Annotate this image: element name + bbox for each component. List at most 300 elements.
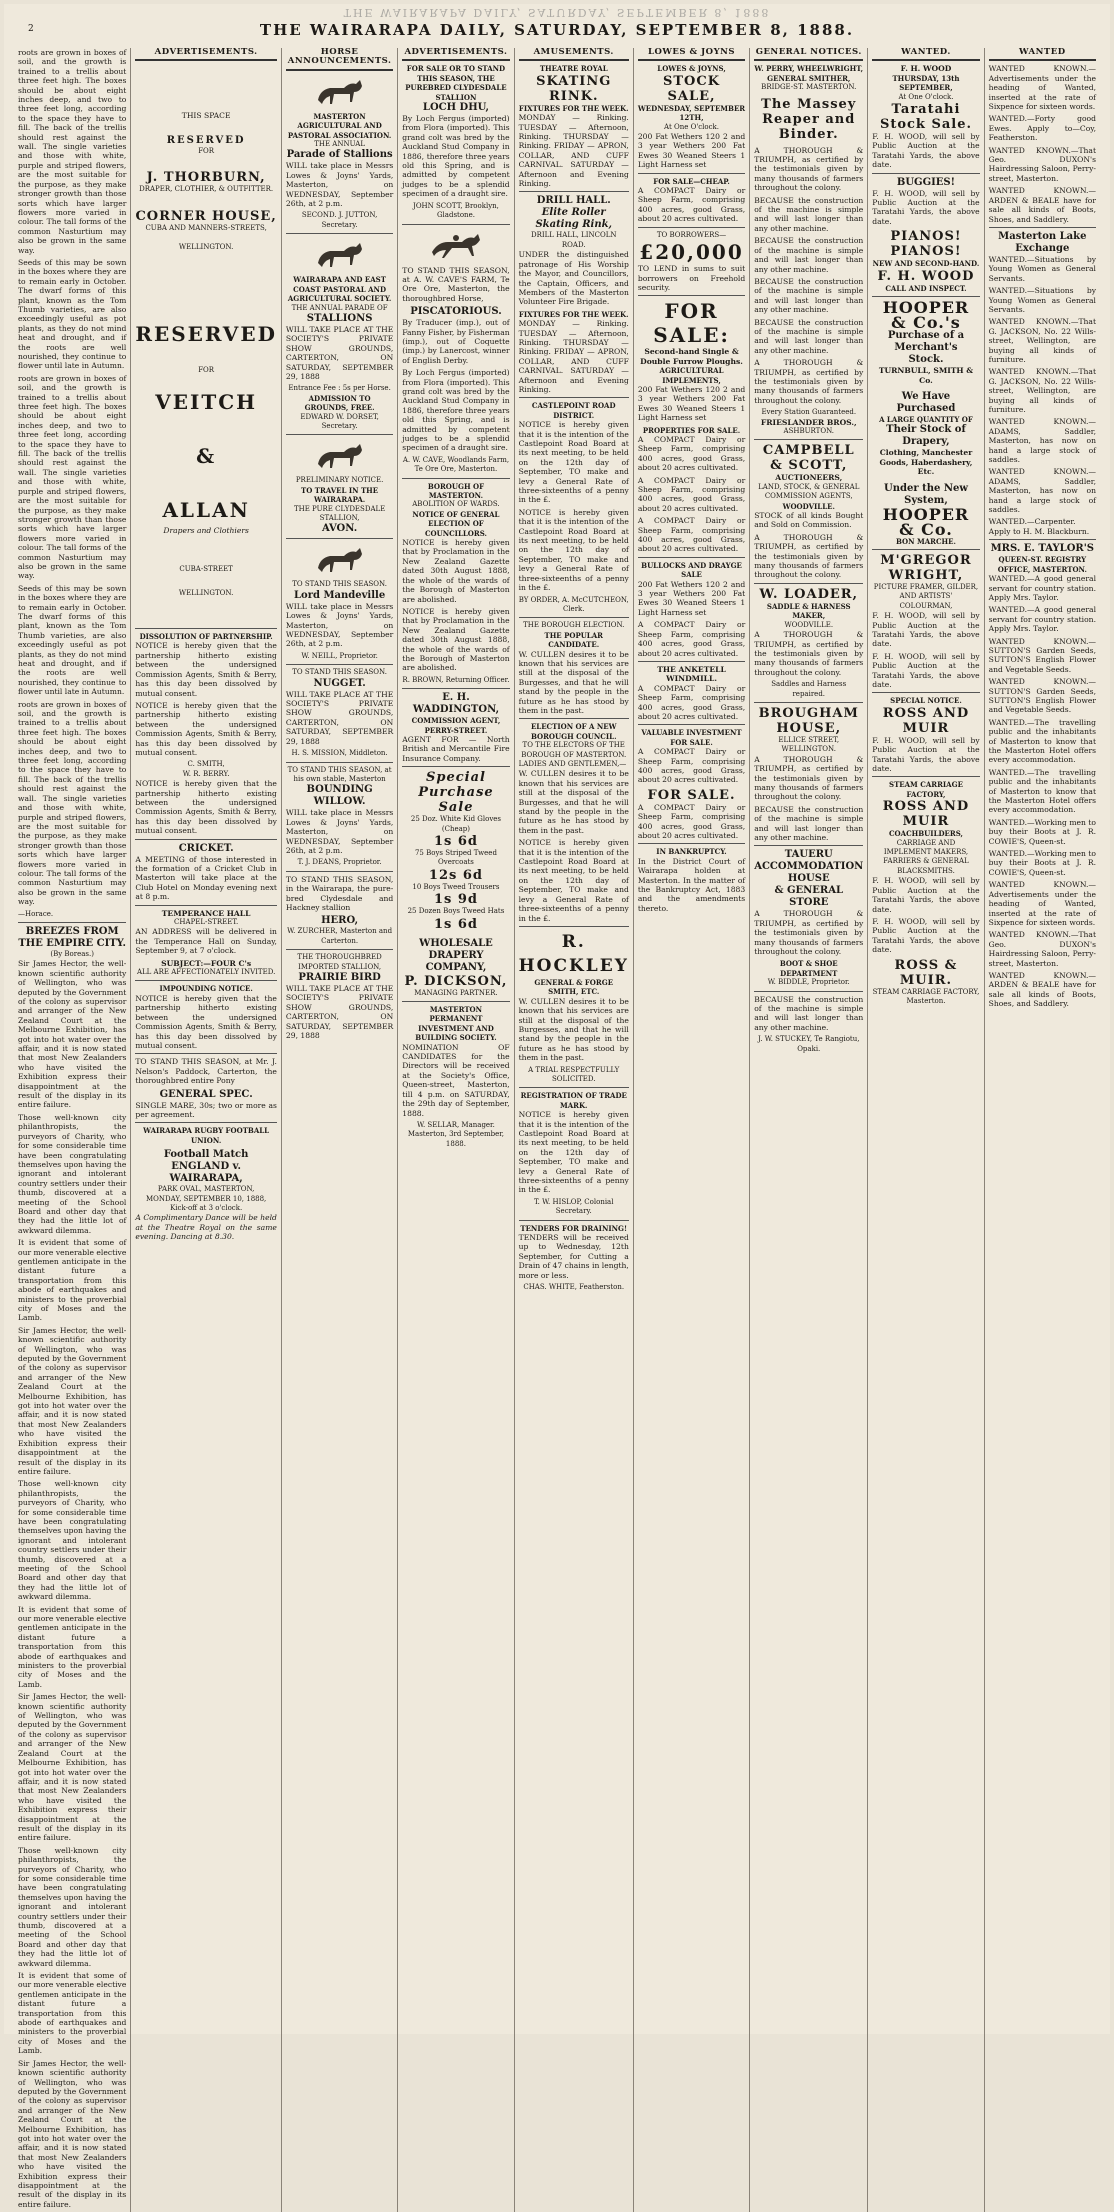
column-6 (633, 48, 749, 2212)
because-1: BECAUSE the construction of the machine is simple and will last longer than any other machine. (754, 195, 864, 233)
election-body-2: NOTICE is hereby given that by Proclamation in the New Zealand Gazette dated 30th August 1888, the whole of the wards of the Borough of Masterton are abolished. (402, 606, 510, 673)
lochdhu-name: LOCH DHU, (422, 102, 489, 114)
travel-notice: TO TRAVEL IN THE WAIRARAPA. (301, 485, 379, 505)
impounding-head: IMPOUNDING NOTICE. (159, 984, 253, 994)
properties-body: A COMPACT Dairy or Sheep Farm, comprising 400 acres, good Grass, about 20 acres cultivated. (637, 434, 746, 473)
loader: W. LOADER, (759, 586, 859, 602)
ross-muir: ROSS AND MUIR (882, 705, 970, 736)
new-system: Under the New System, (883, 482, 968, 506)
building-society: MASTERTON PERMANENT INVESTMENT AND BUILDING SOCIETY. (415, 1005, 497, 1043)
wanted-8: WANTED.—Carpenter. Apply to H. M. Blackburn. (988, 517, 1090, 536)
column-2 (130, 48, 281, 2212)
column-5-header: AMUSEMENTS. (519, 48, 629, 61)
brown-sign: R. BROWN, Returning Officer. (402, 675, 510, 684)
rugby-union: WAIRARAPA RUGBY FOOTBALL UNION. (143, 1126, 270, 1145)
breezes-text-3: It is evident that some of our more venerable elective gentlemen anticipate in the distant future a transportation from this abode of earthquakes and ministers to the proverbial city of Moses and the Lamb. (18, 1238, 127, 1323)
fixtures-body: MONDAY — Rinking. TUESDAY — Afternoon, Rinking. THURSDAY — Rinking. FRIDAY — APRON, COLLAR, AND CUFF CARNIVAL. SATURDAY — Afternoon and Evening Rinking. (518, 113, 629, 189)
neill-sign: W. NEILL, Proprietor. (301, 651, 378, 660)
ross-muir-3: ROSS & MUIR. (894, 957, 958, 988)
castlepoint-body: NOTICE is hereby given that it is the intention of the Castlepoint Road Board at its next meeting, to be held on the 12th day of September, TO make and levy a General Rate of three-sixteenths of a penny in the £. (518, 420, 629, 505)
dissolution-body-2: NOTICE is hereby given that the partnership hitherto existing between the undersigned Commission Agents, Smith & Berry, has this day been dissolved by mutual consent. (135, 700, 277, 757)
steam-factory-2: STEAM CARRIAGE FACTORY, Masterton. (872, 987, 980, 1005)
wanted-3: WANTED KNOWN.—That Geo. DUXON's Hairdressing Saloon, Perry-street, Masterton. (988, 145, 1096, 183)
stuckey-body: BECAUSE the construction of the machine is simple and will last longer than any other machine. (754, 994, 864, 1032)
pisc-body-2: By Loch Fergus (imported) from Flora (imported). This grand colt was bred by the Auckland Stud Company in 1886, therefore three years old this Spring, and is admitted by competent judges to be a splendid specimen of a draught sire. (402, 368, 510, 453)
general-spec-terms: SINGLE MARE, 30s; two or more as per agreement. (135, 1100, 277, 1119)
bounding-head: TO STAND THIS SEASON, at his own stable, Masterton (287, 765, 392, 783)
biddle-sign: W. BIDDLE, Proprietor. (767, 978, 850, 987)
football-match: Football Match ENGLAND v. WAIRARAPA, (163, 1149, 249, 1185)
agricultural-implements: AGRICULTURAL IMPLEMENTS, (659, 366, 724, 385)
dissolution-sign-1: C. SMITH, (187, 760, 225, 769)
wanted-9: WANTED.—A good general servant for country station. Apply Mrs. Taylor. (988, 574, 1096, 602)
newspaper-page (4, 4, 1110, 2209)
taratahi-body: F. H. WOOD, will sell by Public Auction at the Taratahi Yards, the above date. (872, 132, 980, 170)
wepa-head: WAIRARAPA AND EAST COAST PASTORAL AND AGRICULTURAL SOCIETY. (287, 275, 392, 304)
prairie-body: WILL TAKE PLACE AT THE SOCIETY'S PRIVATE SHOW GROUNDS, CARTERTON, ON SATURDAY, SEPTEMBER 29, 1888 (285, 984, 394, 1041)
newspaper-title: THE WAIRARAPA DAILY, SATURDAY, SEPTEMBER 8, 1888. (259, 21, 855, 39)
horse-illustration-icon (310, 237, 370, 273)
masthead (14, 6, 1100, 40)
mcgregor-wright: M'GREGOR WRIGHT, (880, 552, 972, 583)
ashburton: ASHBURTON. (783, 427, 834, 435)
admission: ADMISSION TO GROUNDS, FREE. (304, 393, 375, 413)
perry-street: PERRY-STREET. (424, 725, 488, 735)
turnbull: TURNBULL, SMITH & Co. (878, 366, 974, 385)
cricket-body: A MEETING of those interested in the formation of a Cricket Club in Masterton will take place at the Club Hotel on Monday evening next at 8 p.m. (135, 854, 277, 902)
merchant-purchase: Purchase of a Merchant's (887, 330, 965, 354)
stand-pony: TO STAND THIS SEASON, at Mr. J. Nelson's Paddock, Carterton, the thoroughbred entire Pony (135, 1057, 277, 1086)
buggies-body: F. H. WOOD, will sell by Public Auction at the Taratahi Yards, the above date. (872, 188, 980, 226)
cullen-body: W. CULLEN desires it to be known that his services are still at the disposal of the Burgesses, and that he will stand by the people in the future as he has stood by them in the past. (518, 649, 629, 715)
racehorse-illustration-icon (426, 228, 486, 264)
parade-stallions: Parade of Stallions (286, 149, 393, 161)
page-number: 2 (28, 24, 34, 34)
thorburn-trade: DRAPER, CLOTHIER, & OUTFITTER. (139, 185, 274, 194)
hero-head: TO STAND THIS SEASON, in the Wairarapa, the pure-bred Clydesdale and Hackney stallion (285, 874, 394, 912)
column-1 (14, 48, 130, 2212)
breezes-text-8: Those well-known city philanthropists, the purveyors of Charity, who for some considerable time have been congratulating themselves upon having the ignorant and intolerant country settlers under their thumb, discovered at a meeting of the School Board and other day that they had the little lot of awkward dilemma. (18, 1845, 127, 1968)
stuckey-sign: J. W. STUCKEY, Te Rangiotu, Opaki. (758, 1035, 860, 1053)
stand-season: TO STAND THIS SEASON. (292, 580, 387, 589)
mission-sign: H. S. MISSION, Middleton. (291, 749, 388, 758)
to-electors: TO THE ELECTORS OF THE BOROUGH OF MASTERTON. (521, 741, 627, 759)
for-sale-cheap: FOR SALE—CHEAP. (653, 176, 730, 186)
nomination-body: NOMINATION OF CANDIDATES for the Directors will be received at the Society's Office, Queen-street, Masterton, till 4 p.m. on SATURDAY, the 29th day of September, 1888. (402, 1042, 510, 1118)
commission-agent: COMMISSION AGENT, (411, 716, 501, 726)
subject: SUBJECT:—FOUR C's (161, 958, 252, 968)
clothing: Clothing, Manchester Goods, Haberdashery, Etc. (879, 448, 973, 477)
impounding-body: NOTICE is hereby given that the partnership hitherto existing between the undersigned Commission Agents, Smith & Berry, has this day been dissolved by mutual consent. (135, 993, 277, 1050)
wanted-12: WANTED.—Working men to buy their Boots at J. R. COWIE'S, Queen-st. (988, 817, 1096, 846)
investment-body: A COMPACT Dairy or Sheep Farm, comprising 400 acres, good Grass, about 20 acres cultivated. (637, 747, 746, 785)
kick-off: Kick-off at 3 o'clock. (170, 1203, 243, 1212)
mapa-head: MASTERTON AGRICULTURAL AND PASTORAL ASSOCIATION. (287, 111, 392, 140)
column-9 (984, 48, 1100, 2212)
entrance-fee: Entrance Fee : 5s per Horse. (288, 384, 391, 393)
election-letter: W. CULLEN desires it to be known that his services are still at the disposal of the Burgesses, and that he will stand by the people in the future as he has stood by them in the past. (518, 769, 629, 835)
hooper-co: HOOPER & Co.'s (882, 298, 970, 333)
dickson: P. DICKSON, (404, 973, 508, 989)
wanted-7b: WANTED KNOWN.—ADAMS, Saddler, Masterton, has now on hand a large stock of saddles. (988, 467, 1096, 515)
column-6-header: LOWES & JOYNS (638, 48, 745, 61)
bankruptcy-body: In the District Court of Wairarapa holden at Masterton. In the matter of the Bankruptcy Act, 1883 and the amendments thereto. (637, 856, 746, 913)
stock-list: 200 Fat Wethers 120 2 and 3 year Wethers 200 Fat Ewes 30 Weaned Steers 1 Light Harness set (637, 132, 746, 170)
because-5: A THOROUGH & TRIUMPH, as certified by the testimonials given by many thousands of farmers throughout the colony. (754, 358, 864, 405)
price-4: 1s 6d (433, 916, 478, 932)
coachbuilders: COACHBUILDERS, (888, 829, 963, 839)
picture-framer: PICTURE FRAMER, GILDER, AND ARTISTS' COLOURMAN, (873, 582, 979, 610)
prairie-head: THE THOROUGHBRED IMPORTED STALLION, (297, 953, 382, 971)
loader-body: A THOROUGH & TRIUMPH, as certified by the testimonials given by many thousands of farmers throughout the colony. (754, 630, 864, 677)
gardening-text-2: Seeds of this may be sown in the boxes where they are to remain early in October. The dwarf forms of this plant, known as the Tom Thumb varieties, are also exceedingly useful as pot plants, as they do not mind heat and drought, and if the roots are well nourished, they continue to flower until late in Autumn. (18, 257, 127, 371)
station-guaranteed: Every Station Guaranteed. (761, 408, 857, 417)
wanted-5: WANTED.—Situations by Young Women as General Servants. (988, 254, 1096, 283)
wanted-11b: WANTED.—The travelling public and the inhabitants of Masterton to know that the Masterton Hotel offers every accommodation. (988, 767, 1096, 815)
allan: ALLAN (162, 497, 250, 522)
ellice-street: ELLICE STREET, WELLINGTON. (778, 735, 840, 754)
wholesale: WHOLESALE (419, 937, 493, 949)
sellar-sign: W. SELLAR, Manager. Masterton, 3rd September, 1888. (407, 1120, 505, 1148)
wanted-4b: WANTED KNOWN.—ARDEN & BEALE have for sale all kinds of Boots, Shoes, and Saddlery. (988, 970, 1096, 1009)
dozen-1: 25 Doz. White Kid Gloves (Cheap) (410, 815, 502, 833)
drapers-clothiers: Drapers and Clothiers (163, 525, 249, 535)
wanted-3b: WANTED KNOWN.—That Geo. DUXON's Hairdressing Saloon, Perry-street, Masterton. (988, 930, 1096, 968)
anketell-windmill: THE ANKETELL WINDMILL. (657, 664, 726, 684)
zurcher-sign: W. ZURCHER, Masterton and Carterton. (287, 927, 393, 945)
for-sale-2: FOR SALE. (647, 787, 736, 803)
column-5 (514, 48, 633, 2212)
bridge-street: BRIDGE-ST. MASTERTON. (761, 83, 857, 92)
to-borrowers: TO BORROWERS— (656, 230, 727, 239)
bankruptcy-head: IN BANKRUPTCY. (656, 847, 727, 857)
temperance-head: TEMPERANCE HALL (161, 908, 251, 918)
lend-body: TO LEND in sums to suit borrowers on Freehold security. (637, 264, 746, 292)
anketell-body: A COMPACT Dairy or Sheep Farm, comprising 400 acres, good Grass, about 20 acres cultivated. (637, 683, 746, 721)
special-purchase: Special Purchase Sale (418, 770, 494, 816)
special-notice: SPECIAL NOTICE. (890, 696, 962, 706)
waddington: E. H. WADDINGTON, (412, 692, 500, 716)
new-second-hand: NEW AND SECOND-HAND. (872, 259, 980, 269)
breezes-headline: BREEZES FROM THE EMPIRE CITY. (18, 925, 127, 949)
hockley-body: W. CULLEN desires it to be known that his services are still at the disposal of the Burgesses, and that he will stand by the people in the future as he has stood by them in the past. (518, 996, 629, 1063)
general-store: & GENERAL STORE (774, 885, 844, 909)
fixtures-week-2: FIXTURES FOR THE WEEK. (518, 309, 629, 319)
gardening-text-1b: roots are grown in boxes of soil, and the growth is trained to a trellis about three feet high. The boxes should be about eight inches deep, and two to three feet long, according to the space they have to fill. The back of the trellis should rest against the wall. The single varieties and those with white, purple and striped flowers, are the most suitable for the purpose, as they make stronger growth than those sorts which have larger flowers more varied in colour. The tall forms of the common Nasturtium may also be grown in the same way. (18, 373, 127, 581)
frieslander: FRIESLANDER BROS., (760, 417, 857, 427)
pisc-body: By Traducer (imp.), out of Fanny Fisher, by Fisherman (imp.), out of Coquette (imp.) by Lanercost, winner of English Derby. (402, 318, 510, 365)
lord-mandeville: Lord Mandeville (294, 589, 386, 601)
drill-hall: DRILL HALL. (536, 195, 611, 207)
ross-body: F. H. WOOD, will sell by Public Auction at the Taratahi Yards, the above date. (872, 735, 980, 774)
column-grid (14, 47, 1100, 2209)
column-4 (397, 48, 513, 2212)
wanted-11: WANTED.—The travelling public and the inhabitants of Masterton to know that the Masterton Hotel offers every accommodation. (988, 717, 1096, 765)
saddle-maker: SADDLE & HARNESS MAKER, (766, 601, 851, 621)
wanted-10: WANTED KNOWN.—SUTTON'S Garden Seeds, SUTTON'S English Flower and Vegetable Seeds. (988, 636, 1096, 674)
dissolution-body-3: NOTICE is hereby given that the partnership hitherto existing between the undersigned Commission Agents, Smith & Berry, has this day been dissolved by mutual consent. (135, 779, 277, 836)
column-8 (867, 48, 983, 2212)
reserved-label: RESERVED (166, 134, 246, 146)
hockley: R. HOCKLEY (518, 931, 629, 976)
cuba-streets: CUBA AND MANNERS-STREETS, (145, 223, 267, 232)
wanted-1b: WANTED KNOWN.—Advertisements under the heading of Wanted, inserted at the rate of Sixpence for sixteen words. (988, 880, 1096, 927)
bullocks-body: 200 Fat Wethers 120 2 and 3 year Wethers 200 Fat Ewes 30 Weaned Steers 1 Light Harness set (637, 579, 746, 617)
dissolution-sign-2: W. R. BERRY. (182, 769, 230, 778)
dozen-2: 75 Boys Striped Tweed Overcoats (414, 849, 497, 867)
managing-partner: MANAGING PARTNER. (414, 988, 498, 997)
dozen-3: 10 Boys Tweed Trousers (412, 882, 500, 891)
tenders-head: TENDERS FOR DRAINING! (520, 1223, 628, 1233)
ploughs: Second-hand Single & Double Furrow Ploughs. (640, 347, 743, 366)
veitch: VEITCH (155, 389, 258, 414)
valuable-investment: VALUABLE INVESTMENT FOR SALE. (641, 728, 742, 747)
wanted-5b: WANTED.—Situations by Young Women as General Servants. (988, 286, 1096, 314)
wanted-2: WANTED.—Forty good Ewes. Apply to—Coy, Featherston. (988, 114, 1096, 143)
for-label-2: FOR (198, 366, 215, 375)
perry-smith: W. PERRY, WHEELWRIGHT, GENERAL SMITHER, (754, 64, 864, 83)
match-date: MONDAY, SEPTEMBER 10, 1888, (145, 1194, 267, 1203)
dance-notice: A Complimentary Dance will be held at the Theatre Royal on the same evening. Dancing at 8.30. (135, 1213, 277, 1242)
twenty-thousand: £20,000 (639, 240, 744, 265)
wanted-7: WANTED KNOWN.—ADAMS, Saddler, Masterton, has now on hand a large stock of saddles. (988, 417, 1096, 465)
borough-election: THE BOROUGH ELECTION. (523, 621, 625, 630)
agent-for: AGENT FOR — North British and Mercantile Fire Insurance Company. (402, 734, 510, 763)
avon-name: AVON. (321, 523, 358, 535)
auctioneers: AUCTIONEERS, (775, 473, 843, 483)
fixtures-week: FIXTURES FOR THE WEEK. (518, 103, 629, 113)
column-2-header: ADVERTISEMENTS. (135, 48, 277, 61)
general-spec: GENERAL SPEC. (159, 1088, 253, 1100)
properties-body-3: A COMPACT Dairy or Sheep Farm, comprising 400 acres, good Grass, about 20 acres cultivated. (637, 516, 746, 554)
hislop-sign: T. W. HISLOP, Colonial Secretary. (533, 1197, 614, 1216)
binder-body: A THOROUGH & TRIUMPH, as certified by the testimonials given by many thousands of farmers throughout the colony. (754, 145, 864, 193)
campbell-body-2: A THOROUGH & TRIUMPH, as certified by the testimonials given by many thousands of farmers throughout the colony. (754, 532, 864, 580)
thursday-date: THURSDAY, 13th SEPTEMBER, (892, 73, 960, 93)
castlepoint-head: CASTLEPOINT ROAD DISTRICT. (531, 401, 616, 420)
column-8-header: WANTED. (872, 48, 979, 61)
lord-body: WILL take place in Messrs Lowes & Joyns' Yards, Masterton, on WEDNESDAY, September 26th, at 2 p.m. (285, 601, 394, 649)
reserved-big: RESERVED (135, 322, 277, 347)
drill-body: UNDER the distinguished patronage of His Worship the Mayor, and Councillors, the Captain, Officers, and Members of the Masterton Volunteer Fire Brigade. (518, 250, 629, 307)
campbell-body: STOCK of all kinds Bought and Sold on Commission. (754, 511, 864, 530)
farm-body: A COMPACT Dairy or Sheep Farm, comprising 400 acres, good Grass, about 20 acres cultivated. (637, 186, 746, 224)
cave-sign: A. W. CAVE, Woodlands Farm, Te Ore Ore, Masterton. (402, 455, 510, 474)
borough-masterton: BOROUGH OF MASTERTON. (427, 481, 485, 501)
wood-name-2: F. H. WOOD (877, 268, 975, 284)
taueru-body: A THOROUGH & TRIUMPH, as certified by the testimonials given by many thousands of farmers throughout the colony. (754, 909, 864, 957)
gardening-text-2b: Seeds of this may be sown in the boxes where they are to remain early in October. The dwarf forms of this plant, known as the Tom Thumb varieties, are also exceedingly useful as pot plants, as they do not mind heat and drought, and if the roots are well nourished, they continue to flower until late in Autumn. (18, 583, 127, 697)
for-label: FOR (198, 146, 215, 155)
annual-parade-2: THE ANNUAL PARADE OF (291, 303, 388, 312)
breezes-text-1: Sir James Hector, the well-known scientific authority of Wellington, who was deputed by the Government of the colony as supervisor and arranger of the New Zealand Court at the Melbourne Exhibition, has got into hot water over the affair, and it is now stated that most New Zealanders who have visited the Exhibition express their disappointment at the result of the display in its entire failure. (18, 959, 127, 1110)
hockley-trade: GENERAL & FORGE SMITH, ETC. (534, 977, 614, 997)
because-2: BECAUSE the construction of the machine is simple and will last longer than any other machine. (754, 236, 864, 274)
gardening-text-1c: roots are grown in boxes of soil, and the growth is trained to a trellis about three feet high. The boxes should be about eight inches deep, and two to three feet long, according to the space they have to fill. The back of the trellis should rest against the wall. The single varieties and those with white, purple and striped flowers, are the most suitable for the purpose, as they make stronger growth than those sorts which have larger flowers more varied in colour. The tall forms of the common Nasturtium may also be grown in the same way. (18, 699, 127, 907)
call-inspect: CALL AND INSPECT. (885, 283, 967, 293)
lochdhu-body: By Loch Fergus (imported) from Flora (imported). This grand colt was bred by the Auckland Stud Company in 1886, therefore three years old this Spring, and is admitted by competent judges to be a splendid specimen of a draught sire. (402, 114, 510, 199)
deans-sign: T. J. DEANS, Proprietor. (297, 858, 382, 867)
taylor-registry: MRS. E. TAYLOR'S (990, 543, 1095, 555)
gardening-sign: —Horace. (18, 909, 54, 918)
price-1: 1s 6d (433, 834, 478, 849)
wanted-6: WANTED KNOWN.—That G. JACKSON, No. 22 Wills-street, Wellington, are buying all kinds of furniture. (988, 317, 1096, 364)
column-3 (281, 48, 397, 2212)
bounding-body: WILL take place in Messrs Lowes & Joyns' Yards, Masterton, on WEDNESDAY, September 26th, at 2 p.m. (285, 808, 394, 855)
mcgregor-body-2: F. H. WOOD, will sell by Public Auction at the Taratahi Yards, the above date. (872, 651, 980, 689)
their-stock: Their Stock of Drapery, (886, 424, 966, 448)
stallions-label: STALLIONS (306, 312, 373, 324)
steam-factory: STEAM CARRIAGE FACTORY, (889, 780, 963, 799)
breezes-text-6: It is evident that some of our more venerable elective gentlemen anticipate in the distant future a transportation from this abode of earthquakes and ministers to the proverbial city of Moses and the Lamb. (18, 1604, 127, 1689)
thorburn-name: J. THORBURN, (146, 170, 266, 186)
parade-sign: SECOND. J. JUTTON, Secretary. (301, 211, 378, 229)
pianos: PIANOS! PIANOS! (890, 229, 962, 260)
implements-body: 200 Fat Wethers 120 2 and 3 year Wethers 200 Fat Ewes 30 Weaned Steers 1 Light Harness set (637, 384, 746, 423)
horse-illustration-icon (310, 74, 370, 110)
wanted-10b: WANTED KNOWN.—SUTTON'S Garden Seeds, SUTTON'S English Flower and Vegetable Seeds. (988, 677, 1096, 715)
mcgregor-body: F. H. WOOD, will sell by Public Auction at the Taratahi Yards, the above date. (872, 611, 980, 649)
ross-muir-2: ROSS AND MUIR (882, 799, 970, 830)
space-label: THIS SPACE (181, 111, 231, 121)
drill-address: DRILL HALL, LINCOLN ROAD. (530, 231, 617, 249)
fixtures-body-2: MONDAY — Rinking. TUESDAY — Afternoon, Rinking. THURSDAY — Rinking. FRIDAY — APRON, COLLAR, AND CUFF CARNIVAL. SATURDAY — Afternoon and Evening Rinking. (518, 319, 629, 394)
clydesdale-head: THE PURE CLYDESDALE STALLION, (293, 504, 386, 522)
annual-label: THE ANNUAL (314, 140, 365, 149)
abolition-wards: ABOLITION OF WARDS. (412, 500, 500, 509)
castlepoint-sign: BY ORDER, A. McCUTCHEON, Clerk. (518, 595, 629, 613)
brougham-body-2: BECAUSE the construction of the machine is simple and will last longer than any other machine. (754, 804, 864, 842)
trademark-body: NOTICE is hereby given that it is the intention of the Castlepoint Road Board at its next meeting, to be held on the 12th day of September, TO make and levy a General Rate of three-sixteenths of a penny in the £. (518, 1110, 629, 1195)
wood-name: F. H. WOOD (900, 64, 952, 74)
breezes-text-10: Sir James Hector, the well-known scientific authority of Wellington, who was deputed by the Government of the colony as supervisor and arranger of the New Zealand Court at the Melbourne Exhibition, has got into hot water over the affair, and it is now stated that most New Zealanders who have visited the Exhibition express their disappointment at the result of the display in its entire failure. (18, 2058, 127, 2209)
wellington-2: WELLINGTON. (178, 588, 234, 597)
for-sale-body: A COMPACT Dairy or Sheep Farm, comprising 400 acres, good Grass, about 20 acres cultivated. (637, 802, 746, 840)
prairie-bird: PRAIRIE BIRD (298, 972, 381, 983)
temperance-body: AN ADDRESS will be delivered in the Temperance Hall on Sunday, September 9, at 7 o'clock. (135, 927, 277, 956)
bullocks-body-2: A COMPACT Dairy or Sheep Farm, comprising 400 acres, good Grass, about 20 acres cultivated. (637, 620, 746, 658)
theatre-royal: THEATRE ROYAL (539, 64, 608, 74)
one-oclock-2: At One O'clock. (898, 92, 954, 101)
pisc-head: TO STAND THIS SEASON, at A. W. CAVE'S FARM, Te Ore Ore, Masterton, the thoroughbred Horse, (402, 265, 510, 303)
massey-reaper: The Massey Reaper and Binder. (761, 96, 857, 142)
horse-illustration-icon (310, 438, 370, 474)
nugget-body: WILL TAKE PLACE AT THE SOCIETY'S PRIVATE SHOW GROUNDS, CARTERTON, ON SATURDAY, SEPTEMBER 29, 1888 (285, 689, 394, 746)
park-oval: PARK OVAL, MASTERTON, (157, 1185, 255, 1194)
sale-date: WEDNESDAY, SEPTEMBER 12TH, (637, 103, 746, 123)
breezes-text-9: It is evident that some of our more venerable elective gentlemen anticipate in the distant future a transportation from this abode of earthquakes and ministers to the proverbial city of Moses and the Lamb. (18, 1971, 127, 2056)
brougham-house: BROUGHAM HOUSE, (758, 705, 859, 736)
taueru-house: TAUERU ACCOMMODATION HOUSE (754, 849, 864, 885)
column-7-header: GENERAL NOTICES. (754, 48, 863, 61)
horse-illustration-icon (310, 542, 370, 578)
boot-department: BOOT & SHOE DEPARTMENT (779, 959, 838, 978)
stock-sale: STOCK SALE, (663, 73, 721, 104)
nugget-name: NUGGET. (313, 677, 366, 689)
saddles-repaired: Saddles and Harness repaired. (771, 680, 847, 698)
because-3: BECAUSE the construction of the machine is simple and will last longer than any other machine. (754, 276, 864, 315)
hero-name: HERO, (321, 915, 359, 927)
breezes-text-7: Sir James Hector, the well-known scientific authority of Wellington, who was deputed by the Government of the colony as supervisor and arranger of the New Zealand Court at the Melbourne Exhibition, has got into hot water over the affair, and it is now stated that most New Zealanders who have visited the Exhibition express their disappointment at the result of the display in its entire failure. (18, 1692, 127, 1843)
brougham-body: A THOROUGH & TRIUMPH, as certified by the testimonials given by many thousands of farmers throughout the colony. (754, 754, 864, 802)
dorset-sign: EDWARD W. DORSET, Secretary. (300, 412, 379, 430)
stock-word: Stock. (908, 354, 944, 366)
wanted-1: WANTED KNOWN.—Advertisements under the heading of Wanted, inserted at the rate of Sixpence for sixteen words. (988, 64, 1096, 112)
column-3-header: HORSE ANNOUNCEMENTS. (286, 48, 393, 71)
general-election-notice: NOTICE OF GENERAL ELECTION OF COUNCILLORS. (412, 509, 500, 538)
piscatorious: PISCATORIOUS. (410, 306, 502, 318)
castlepoint-body-2: NOTICE is hereby given that it is the intention of the Castlepoint Road Board at its next meeting, to be held on the 12th day of September, TO make and levy a General Rate of three-sixteenths of a penny in the £. (518, 507, 629, 593)
column-7 (749, 48, 867, 2212)
dissolution-body: NOTICE is hereby given that the partnership hitherto existing between the undersigned Commission Agents, Smith & Berry, has this day been dissolved by mutual consent. (135, 641, 277, 698)
buggies: BUGGIES! (896, 176, 956, 188)
bullocks-sale: BULLOCKS AND DRAYGE SALE (641, 560, 742, 580)
preliminary-notice: PRELIMINARY NOTICE. (295, 476, 384, 485)
wanted-9b: WANTED.—A good general servant for country station. Apply Mrs. Taylor. (988, 605, 1096, 634)
cuba-street: CUBA-STREET (179, 565, 233, 574)
breezes-text-4: Sir James Hector, the well-known scientific authority of Wellington, who was deputed by the Government of the colony as supervisor and arranger of the New Zealand Court at the Melbourne Exhibition, has got into hot water over the affair, and it is now stated that most New Zealanders who have visited the Exhibition express their disappointment at the result of the display in its entire failure. (18, 1325, 127, 1476)
corner-house: CORNER HOUSE, (135, 208, 277, 224)
bounding-willow: BOUNDING WILLOW. (306, 784, 373, 808)
dissolution-head: DISSOLUTION OF PARTNERSHIP. (139, 632, 273, 642)
election-letter-2: NOTICE is hereby given that it is the intention of the Castlepoint Road Board at its next meeting, to be held on the 12th day of September, TO make and levy a General Rate of three-sixteenths of a penny in the £. (518, 838, 629, 923)
price-3: 1s 9d (433, 892, 478, 908)
hooper-co-2: HOOPER & Co. (882, 504, 970, 539)
carriage-makers: CARRIAGE AND IMPLEMENT MAKERS, FARRIERS & GENERAL BLACKSMITHS. (883, 838, 969, 875)
all-welcome: ALL ARE AFFECTIONATELY INVITED. (136, 968, 276, 977)
white-sign: CHAS. WHITE, Featherston. (523, 1283, 625, 1292)
column-4-header: ADVERTISEMENTS. (402, 48, 509, 61)
wellington-1: WELLINGTON. (178, 243, 234, 252)
election-body: NOTICE is hereby given that by Proclamation in the New Zealand Gazette dated 30th August 1888, the whole of the wards of the Borough of Masterton are abolished. (402, 538, 510, 604)
elite-rink: Elite Roller Skating Rink, (535, 207, 613, 231)
bon-marche: BON MARCHE. (896, 536, 956, 546)
wanted-12b: WANTED.—Working men to buy their Boots at J. R. COWIE'S, Queen-st. (988, 849, 1096, 877)
dozen-4: 25 Dozen Boys Tweed Hats (407, 907, 505, 916)
cricket-head: CRICKET. (178, 842, 234, 854)
wanted-4: WANTED KNOWN.—ARDEN & BEALE have for sale all kinds of Boots, Shoes, and Saddlery. (988, 186, 1096, 224)
woodville-1: WOODVILLE. (782, 501, 835, 511)
stallions-body: WILL TAKE PLACE AT THE SOCIETY'S PRIVATE SHOW GROUNDS, CARTERTON, ON SATURDAY, SEPTEMBER 29, 1888 (285, 324, 394, 381)
scott-sign: JOHN SCOTT, Brooklyn, Gladstone. (413, 201, 499, 220)
drapery: DRAPERY (428, 949, 484, 961)
price-2: 12s 6d (428, 867, 483, 883)
company: COMPANY, (425, 961, 487, 973)
tenders-body: TENDERS will be received up to Wednesday, 12th September, for Cutting a Drain of 47 chains in length, more or less. (518, 1233, 629, 1280)
lake-exchange: Masterton Lake Exchange (998, 230, 1087, 254)
taratahi-sale: Taratahi Stock Sale. (879, 102, 972, 133)
parade-body: WILL take place in Messrs Lowes & Joyns' Yards, Masterton, on WEDNESDAY, September 26th, at 2 p.m. (285, 161, 394, 209)
for-sale: FOR SALE: (653, 299, 730, 348)
ladies-gentlemen: LADIES AND GENTLEMEN,— (518, 760, 627, 768)
properties-body-2: A COMPACT Dairy or Sheep Farm, comprising 400 acres, good Grass, about 20 acres cultivated. (637, 475, 746, 513)
breezes-text-2: Those well-known city philanthropists, the purveyors of Charity, who for some considerable time have been congratulating themselves upon having the ignorant and intolerant country settlers under their thumb, discovered at a meeting of the School Board and other day that they had the little lot of awkward dilemma. (18, 1112, 127, 1235)
chapel-street: CHAPEL-STREET. (174, 918, 239, 927)
campbell-scott: CAMPBELL & SCOTT, (762, 443, 855, 474)
lochdhu-head: FOR SALE OR TO STAND THIS SEASON, THE PUREBRED CLYDESDALE STALLION (405, 64, 507, 102)
ampersand: & (196, 443, 217, 468)
breezes-byline: (By Boreas.) (50, 949, 94, 958)
gardening-text-1: roots are grown in boxes of soil, and the growth is trained to a trellis about three feet high. The boxes should be about eight inches deep, and two to three feet long, according to the space they have to fill. The back of the trellis should rest against the wall. The single varieties and those with white, purple and striped flowers, are the most suitable for the purpose, as they make stronger growth than those sorts which have larger flowers more varied in colour. The tall forms of the common Nasturtium may also be grown in the same way. (18, 48, 127, 255)
we-have-purchased: We Have Purchased (896, 390, 956, 414)
land-stock: LAND, STOCK, & GENERAL COMMISSION AGENTS, (758, 482, 860, 501)
nugget-head: TO STAND THIS SEASON. (292, 668, 387, 677)
column-9-header: WANTED (989, 48, 1096, 61)
hockley-sign: A TRIAL RESPECTFULLY SOLICITED. (528, 1065, 620, 1083)
wanted-6b: WANTED KNOWN.—That G. JACKSON, No. 22 Wills-street, Wellington, are buying all kinds of furniture. (988, 367, 1096, 414)
woodville-2: WOODVILLE. (784, 620, 834, 629)
carriage-body: F. H. WOOD, will sell by Public Auction at the Taratahi Yards, the above date. (872, 876, 980, 914)
